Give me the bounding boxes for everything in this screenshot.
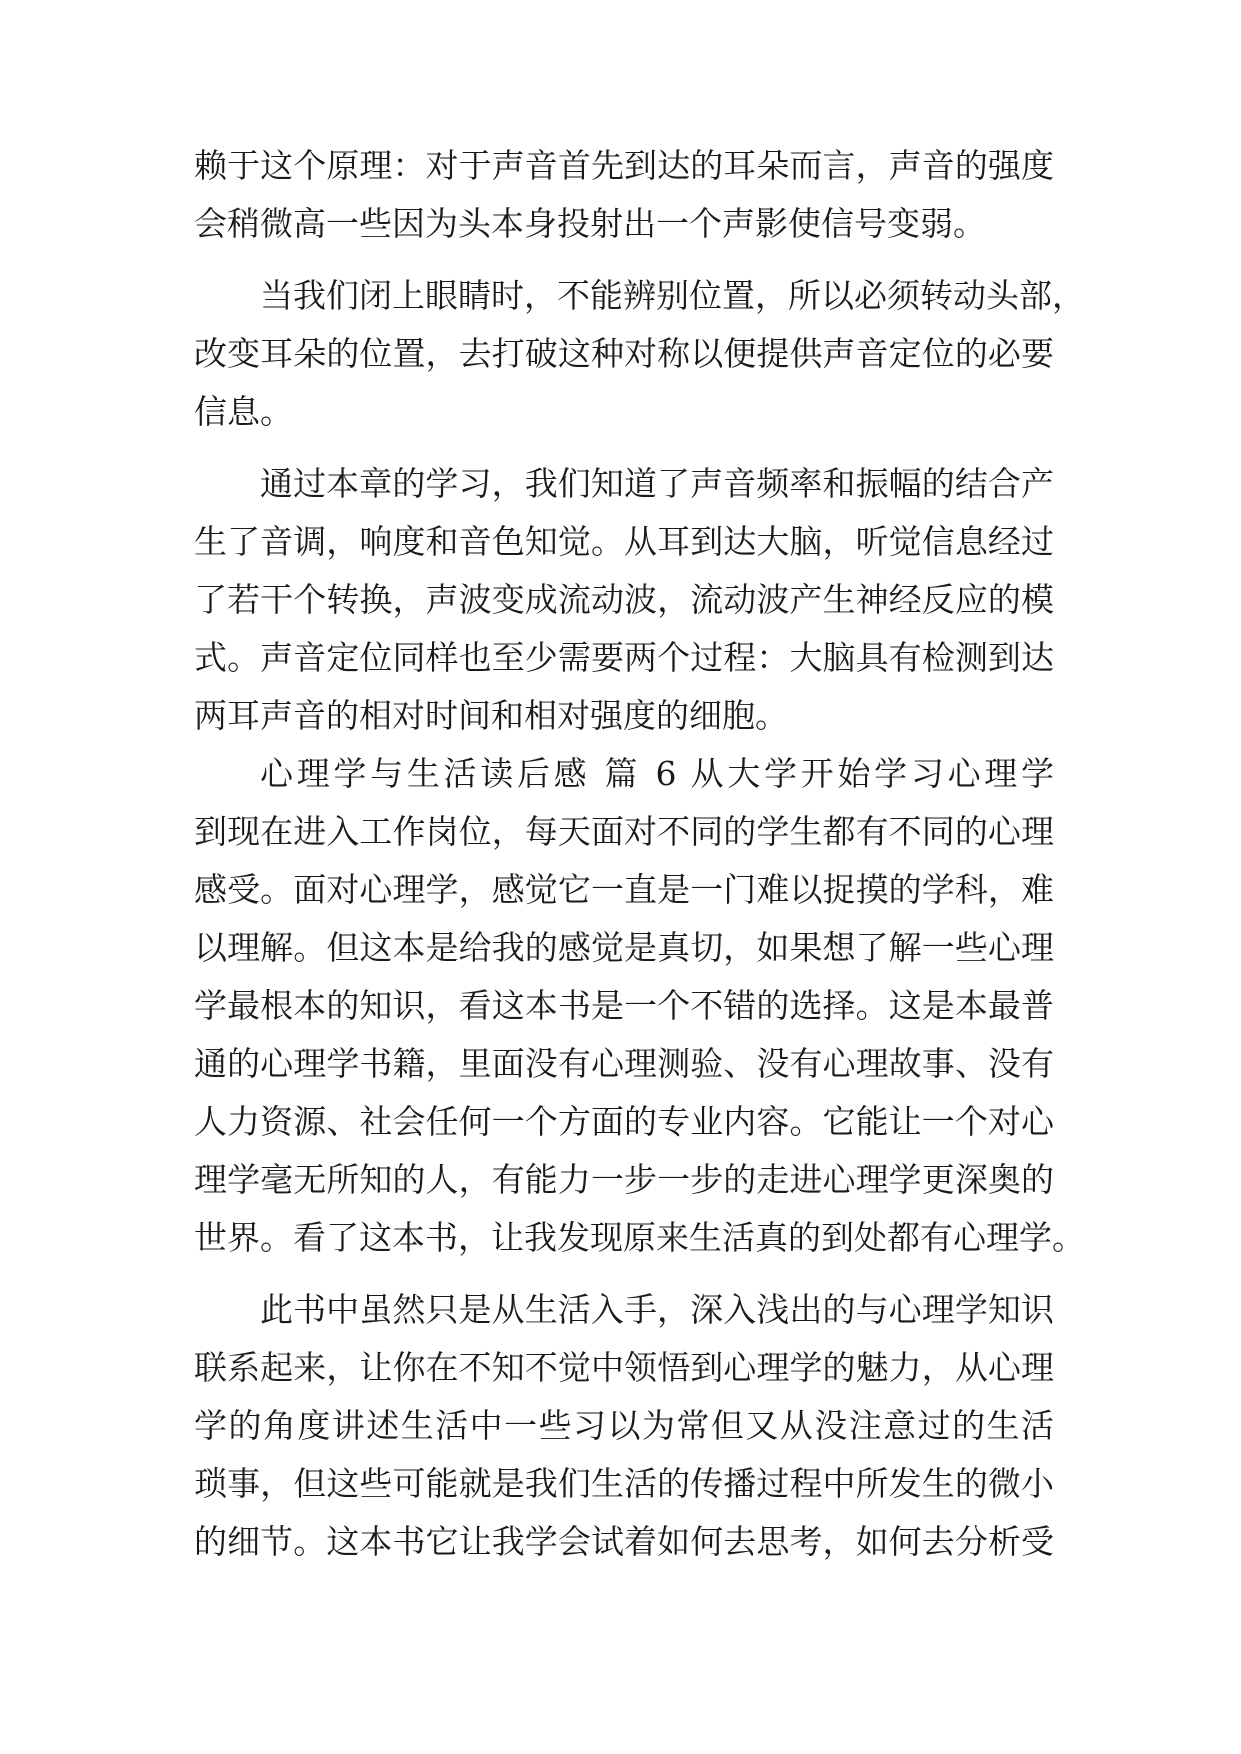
text-line: 式。声音定位同样也至少需要两个过程：大脑具有检测到达 [194, 638, 1054, 677]
text-line: 会稍微高一些因为头本身投射出一个声影使信号变弱。 [194, 204, 986, 243]
text-line: 到现在进入工作岗位，每天面对不同的学生都有不同的心理 [194, 812, 1054, 851]
text-line: 学最根本的知识，看这本书是一个不错的选择。这是本最普 [194, 986, 1054, 1025]
text-line: 人力资源、社会任何一个方面的专业内容。它能让一个对心 [194, 1102, 1054, 1141]
text-line: 改变耳朵的位置，去打破这种对称以便提供声音定位的必要 [194, 334, 1054, 373]
text-line: 联系起来，让你在不知不觉中领悟到心理学的魅力，从心理 [194, 1348, 1054, 1387]
text-line: 了若干个转换，声波变成流动波，流动波产生神经反应的模 [194, 580, 1054, 619]
text-line: 理学毫无所知的人，有能力一步一步的走进心理学更深奥的 [194, 1160, 1054, 1199]
section-heading-line: 心理学与生活读后感 篇 6 从大学开始学习心理学 [260, 754, 1054, 793]
text-line: 信息。 [194, 392, 293, 431]
text-line: 两耳声音的相对时间和相对强度的细胞。 [194, 696, 788, 735]
text-line: 当我们闭上眼睛时，不能辨别位置，所以必须转动头部， [260, 276, 1085, 315]
text-line: 以理解。但这本是给我的感觉是真切，如果想了解一些心理 [194, 928, 1054, 967]
text-line: 的细节。这本书它让我学会试着如何去思考，如何去分析受 [194, 1522, 1054, 1561]
text-line: 感受。面对心理学，感觉它一直是一门难以捉摸的学科，难 [194, 870, 1054, 909]
text-line: 学的角度讲述生活中一些习以为常但又从没注意过的生活 [194, 1406, 1054, 1445]
text-line: 通过本章的学习，我们知道了声音频率和振幅的结合产 [260, 464, 1054, 503]
text-line: 生了音调，响度和音色知觉。从耳到达大脑，听觉信息经过 [194, 522, 1054, 561]
text-line: 此书中虽然只是从生活入手，深入浅出的与心理学知识 [260, 1290, 1054, 1329]
text-line: 赖于这个原理：对于声音首先到达的耳朵而言，声音的强度 [194, 146, 1054, 185]
text-line: 琐事，但这些可能就是我们生活的传播过程中所发生的微小 [194, 1464, 1054, 1503]
text-line: 通的心理学书籍，里面没有心理测验、没有心理故事、没有 [194, 1044, 1054, 1083]
text-line: 世界。看了这本书，让我发现原来生活真的到处都有心理学。 [194, 1218, 1085, 1257]
